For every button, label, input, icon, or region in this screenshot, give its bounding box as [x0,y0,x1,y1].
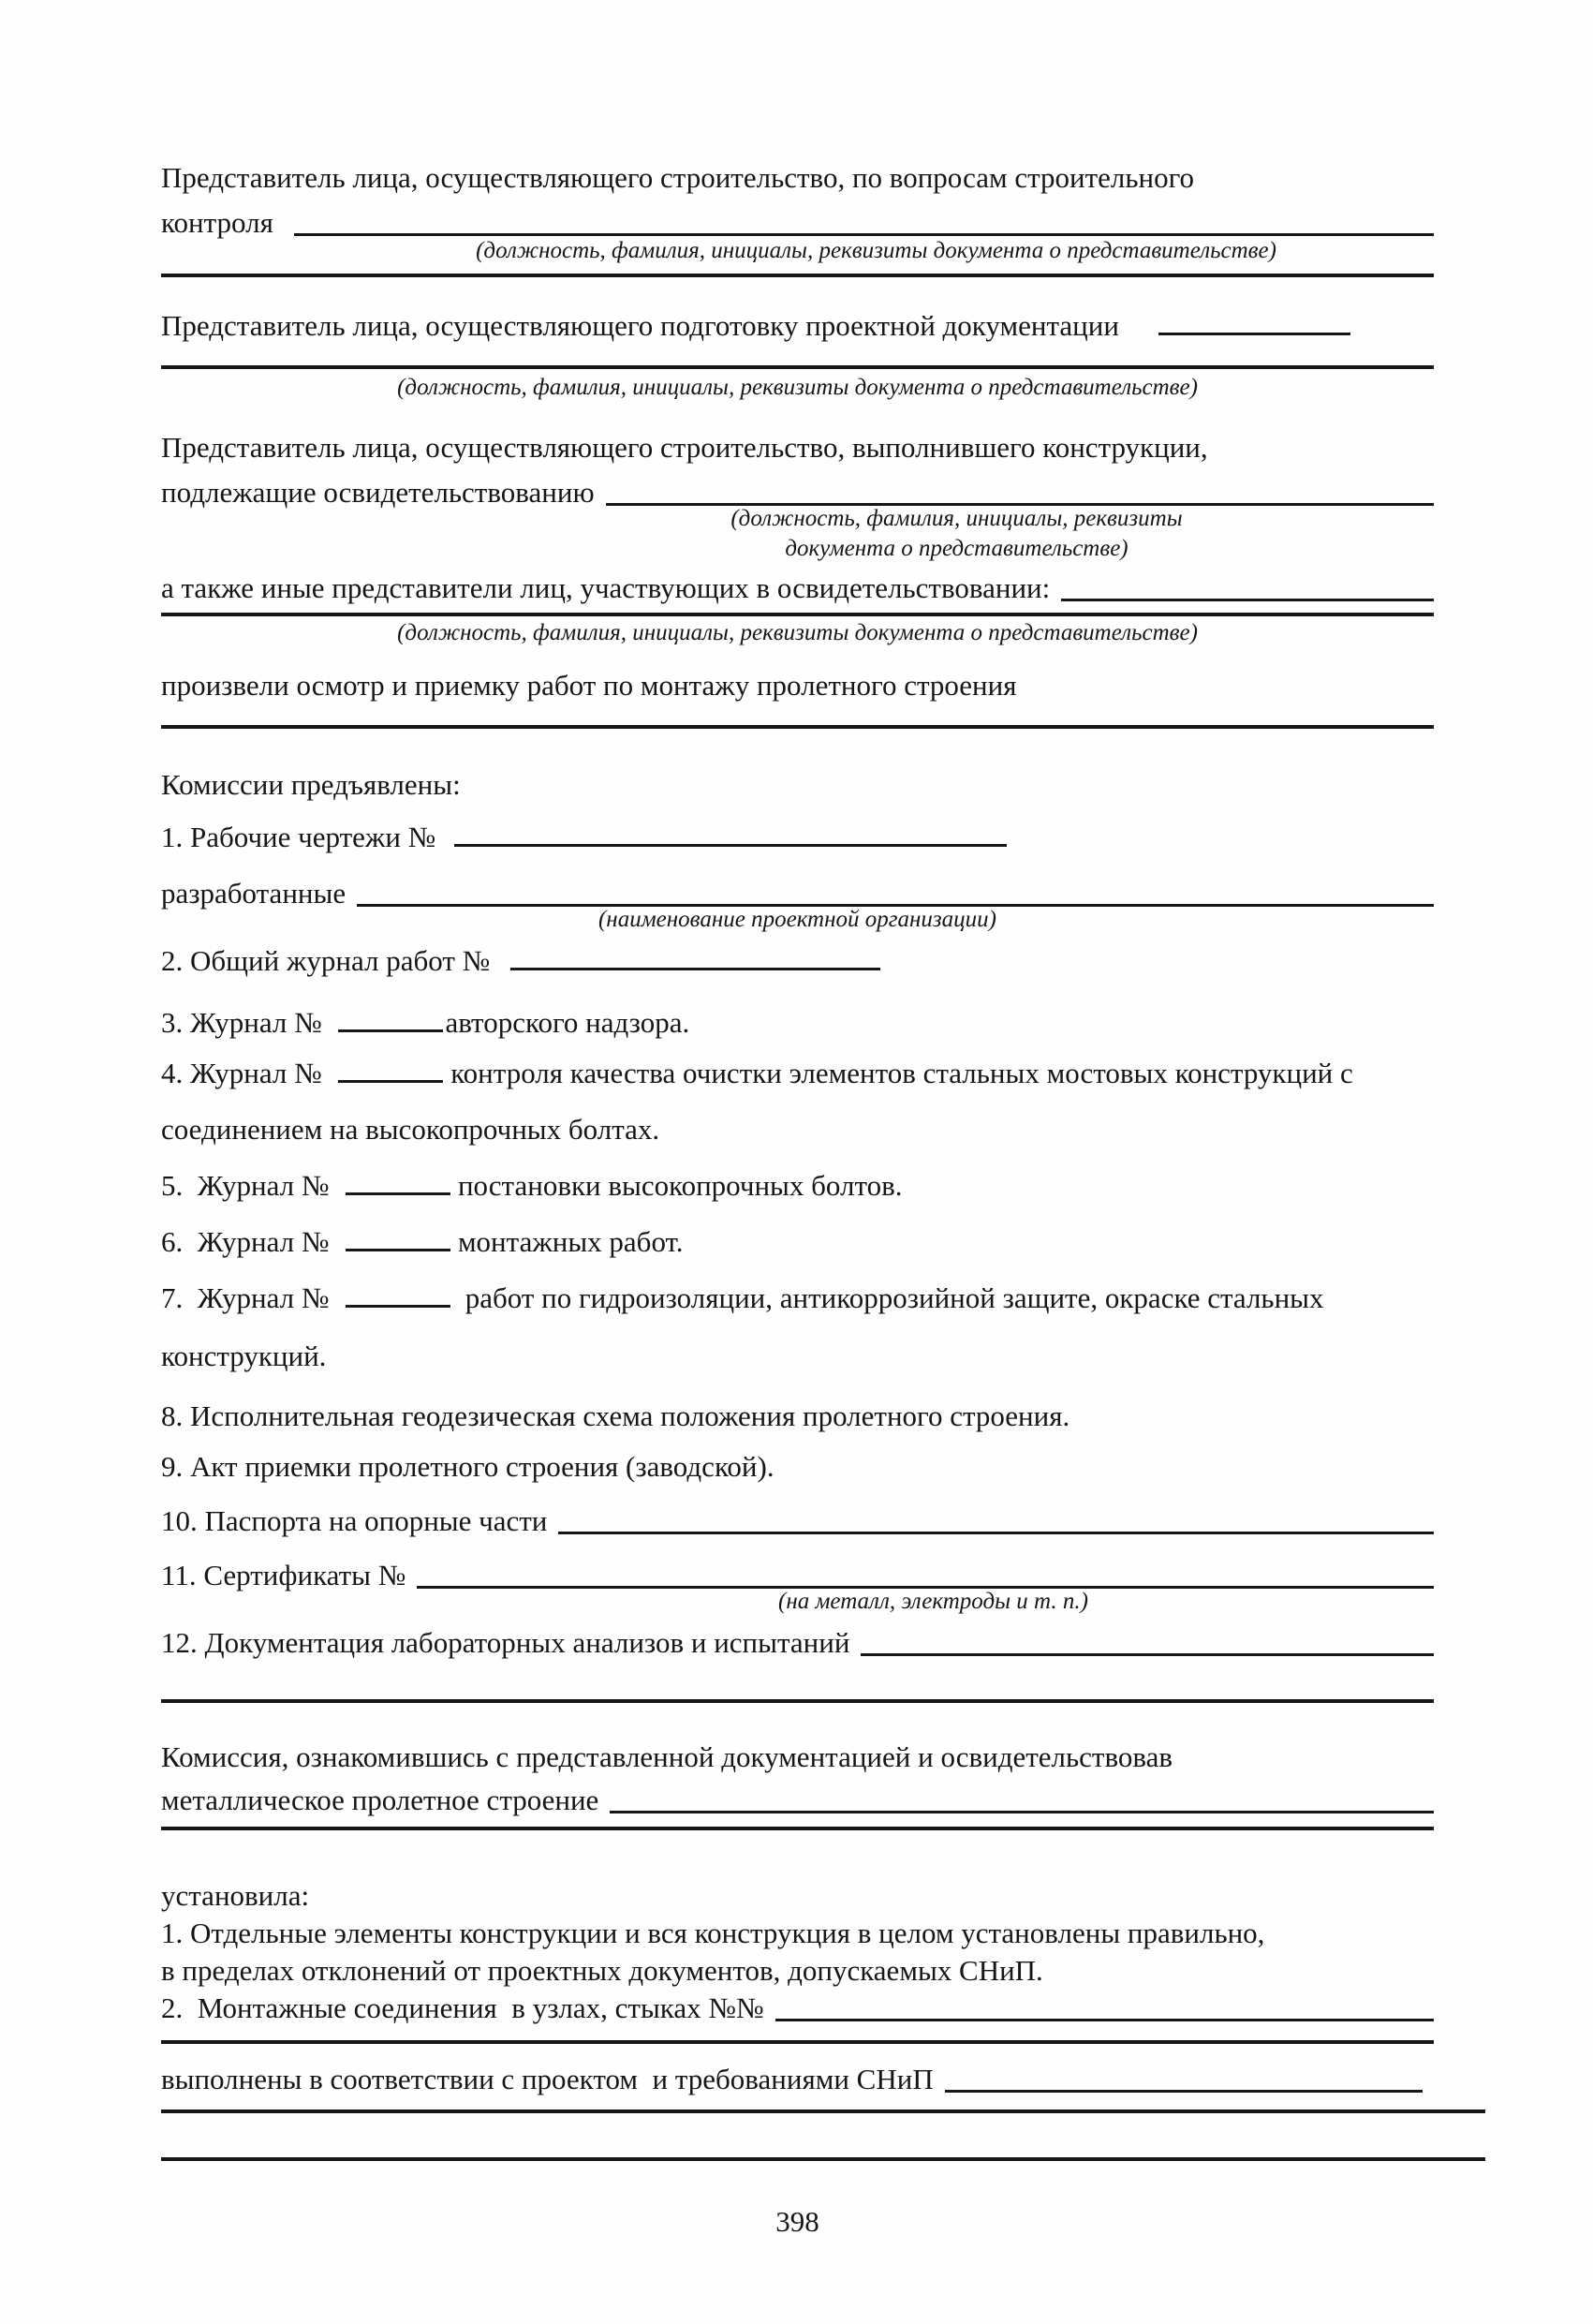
inspection-text: произвели осмотр и приемку работ по монтажу пролетного строения [161,669,1017,702]
item-2 [161,942,1434,980]
rep-control-text2: контроля [161,206,273,239]
fill-in-line [606,474,1434,506]
point-3-text: выполнены в соответствии с проектом и требованиями СНиП [161,2063,934,2095]
rep-control-line1 [161,159,1434,197]
item-5-prefix: 5. Журнал № [161,1169,330,1202]
caption-project-org: (наименование проектной организации) [597,907,996,932]
fill-in-line [610,1782,1434,1813]
ruled-line [161,2040,1434,2044]
item-10 [161,1502,1434,1540]
point-3 [161,2061,1434,2098]
fill-in-line [454,843,1007,847]
item-1-text: 1. Рабочие чертежи № [161,821,436,853]
rep-constructor-text2: подлежащие освидетельствованию [161,476,595,509]
fill-in-line [346,1304,450,1308]
ruled-line [161,725,1434,729]
caption-official-3: (должность, фамилия, инициалы, реквизиты документа о представительстве) [397,620,1198,645]
ruled-line [161,2157,1485,2161]
fill-in-line [338,1029,443,1032]
item-4-suffix: контроля качества очистки элементов стальных мостовых конструкций с [443,1057,1353,1089]
caption-official-split-1: (должность, фамилия, инициалы, реквизиты [730,506,1183,531]
rep-control-text1: Представитель лица, осуществляющего строительство, по вопросам строительного [161,161,1195,194]
ruled-line [161,1827,1434,1830]
fill-in-line [558,1502,1434,1534]
item-10-text: 10. Паспорта на опорные части [161,1504,548,1537]
item-5 [161,1167,1434,1205]
item-8: 8. Исполнительная геодезическая схема положения пролетного строения. [161,1399,1070,1432]
fill-in-line [1061,570,1434,601]
conclusion-line2 [161,1782,1434,1819]
page-number: 398 [775,2205,819,2238]
item-12 [161,1624,1434,1662]
item-6-prefix: 6. Журнал № [161,1225,330,1258]
item-3-suffix: авторского надзора. [445,1006,690,1039]
caption-official-2: (должность, фамилия, инициалы, реквизиты документа о представительстве) [397,375,1198,400]
rep-designer-text: Представитель лица, осуществляющего подготовку проектной документации [161,309,1119,342]
fill-in-line [945,2061,1423,2093]
item-7-wrap: конструкций. [161,1340,327,1372]
conclusion-line1: Комиссия, ознакомившись с представленной документацией и освидетельствовав [161,1740,1173,1773]
ruled-line [161,1699,1434,1703]
point-2-text: 2. Монтажные соединения в узлах, стыках №№ [161,1991,764,2024]
ruled-line [161,365,1434,369]
item-3 [161,1004,1434,1042]
ruled-line [161,2109,1485,2113]
fill-in-line [338,1079,443,1083]
item-7-suffix: работ по гидроизоляции, антикоррозийной защите, окраске стальных [450,1281,1324,1314]
item-6 [161,1223,1434,1261]
fill-in-line [346,1192,450,1195]
fill-in-line [417,1557,1434,1589]
ruled-line [161,274,1434,277]
other-reps-text: а также иные представители лиц, участвующих в освидетельствовании: [161,571,1051,604]
inspection-line [161,667,1434,704]
item-12-text: 12. Документация лабораторных анализов и испытаний [161,1626,850,1659]
caption-official-split-2: документа о представительстве) [785,536,1128,561]
fill-in-line [510,967,880,970]
item-1 [161,819,1434,856]
rep-constructor-text1: Представитель лица, осуществляющего строительство, выполнившего конструкции, [161,431,1208,464]
presented-header: Комиссии предъявлены: [161,768,461,801]
established-label: установила: [161,1879,310,1912]
conclusion-line2-text: металлическое пролетное строение [161,1784,599,1816]
rep-constructor-line1 [161,429,1434,466]
other-reps-line [161,570,1434,607]
item-5-suffix: постановки высокопрочных болтов. [450,1169,903,1202]
item-4-prefix: 4. Журнал № [161,1057,322,1089]
ruled-line [161,613,1434,616]
item-9: 9. Акт приемки пролетного строения (заводской). [161,1450,774,1483]
rep-designer-line [161,307,1434,345]
fill-in-line [861,1624,1434,1656]
item-7-prefix: 7. Журнал № [161,1281,330,1314]
item-4-wrap: соединением на высокопрочных болтах. [161,1113,660,1146]
item-11-text: 11. Сертификаты № [161,1559,406,1591]
item-6-suffix: монтажных работ. [450,1225,684,1258]
point-2 [161,1990,1434,2027]
item-7 [161,1280,1434,1317]
fill-in-line [357,875,1434,907]
point-1-line2: в пределах отклонений от проектных документов, допускаемых СНиП. [161,1954,1043,1987]
item-4 [161,1055,1434,1092]
fill-in-line [294,204,1434,236]
caption-official-split [536,504,1378,564]
item-1-developed-text: разработанные [161,877,347,910]
fill-in-line [775,1990,1434,2021]
item-2-text: 2. Общий журнал работ № [161,944,491,977]
fill-in-line [346,1248,450,1251]
fill-in-line [1158,332,1350,335]
item-3-prefix: 3. Журнал № [161,1006,322,1039]
caption-official-1: (должность, фамилия, инициалы, реквизиты документа о представительстве) [476,238,1276,263]
caption-metal: (на металл, электроды и т. п.) [778,1589,1088,1614]
point-1-line1: 1. Отдельные элементы конструкции и вся конструкция в целом установлены правильно, [161,1917,1265,1949]
